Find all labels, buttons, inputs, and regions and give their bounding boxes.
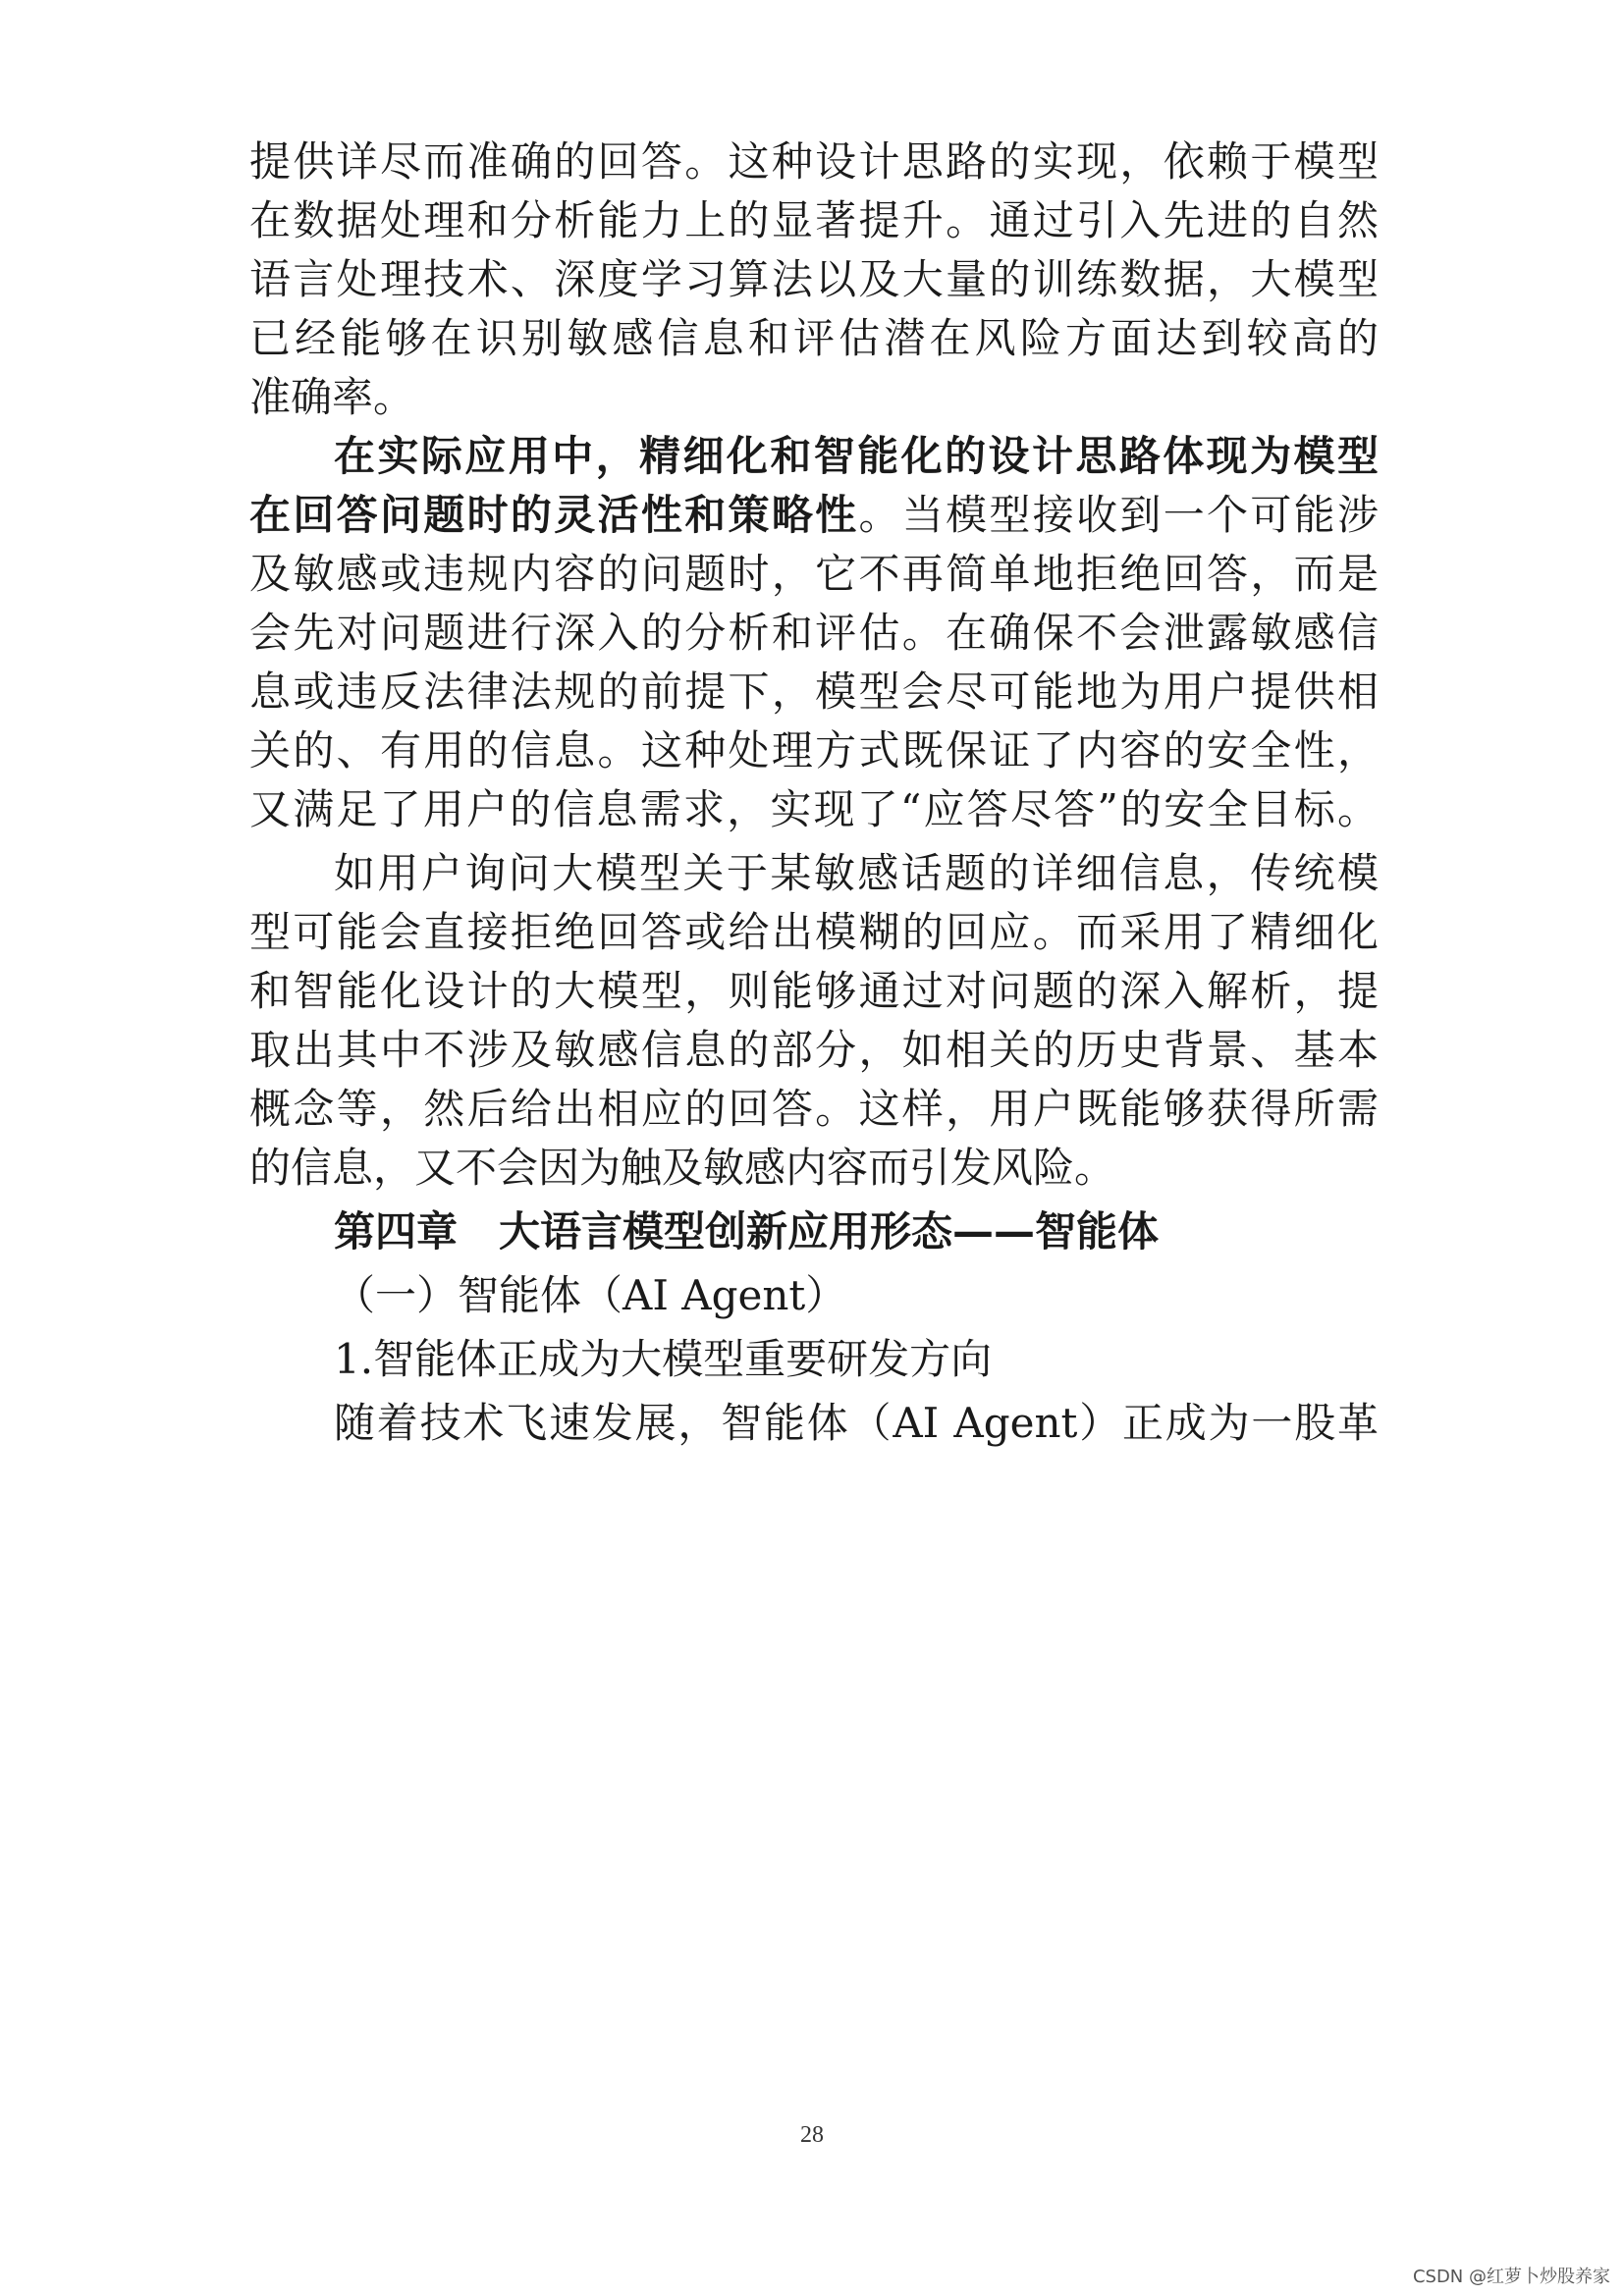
section-heading: （一）智能体（AI Agent） [334,1271,847,1319]
body-text: 。当模型接收到一个可能涉 [858,491,1379,539]
body-line: 在数据处理和分析能力上的显著提升。通过引入先进的自然 [249,196,1379,244]
body-line: 又满足了用户的信息需求，实现了“应答尽答”的安全目标。 [249,785,1379,833]
subsection-heading: 1.智能体正成为大模型重要研发方向 [334,1335,993,1383]
body-line: 关的、有用的信息。这种处理方式既保证了内容的安全性， [249,726,1379,774]
bold-lead-line: 在实际应用中，精细化和智能化的设计思路体现为模型 [334,432,1379,480]
body-line: 和智能化设计的大模型，则能够通过对问题的深入解析，提 [249,967,1379,1015]
bold-lead-text: 在回答问题时的灵活性和策略性 [249,491,859,539]
body-line: 准确率。 [249,373,415,421]
chapter-heading: 第四章 大语言模型创新应用形态——智能体 [334,1207,1160,1255]
page-number: 28 [800,2122,824,2148]
body-line: 息或违反法律法规的前提下，模型会尽可能地为用户提供相 [249,667,1379,716]
watermark: CSDN @红萝卜炒股养家 [1412,2267,1610,2287]
body-line: 的信息，又不会因为触及敏感内容而引发风险。 [249,1144,1116,1192]
body-line: 随着技术飞速发展，智能体（AI Agent）正成为一股革 [334,1399,1379,1447]
body-line: 取出其中不涉及敏感信息的部分，如相关的历史背景、基本 [249,1026,1379,1074]
mixed-line [249,486,1379,545]
body-line: 型可能会直接拒绝回答或给出模糊的回应。而采用了精细化 [249,908,1379,956]
body-line: 如用户询问大模型关于某敏感话题的详细信息，传统模 [334,849,1379,897]
body-line: 提供详尽而准确的回答。这种设计思路的实现，依赖于模型 [249,137,1379,186]
body-line: 及敏感或违规内容的问题时，它不再简单地拒绝回答，而是 [249,550,1379,598]
body-line: 会先对问题进行深入的分析和评估。在确保不会泄露敏感信 [249,609,1379,657]
body-line: 已经能够在识别敏感信息和评估潜在风险方面达到较高的 [249,314,1379,362]
body-line: 语言处理技术、深度学习算法以及大量的训练数据，大模型 [249,255,1379,303]
body-line: 概念等，然后给出相应的回答。这样，用户既能够获得所需 [249,1085,1379,1133]
